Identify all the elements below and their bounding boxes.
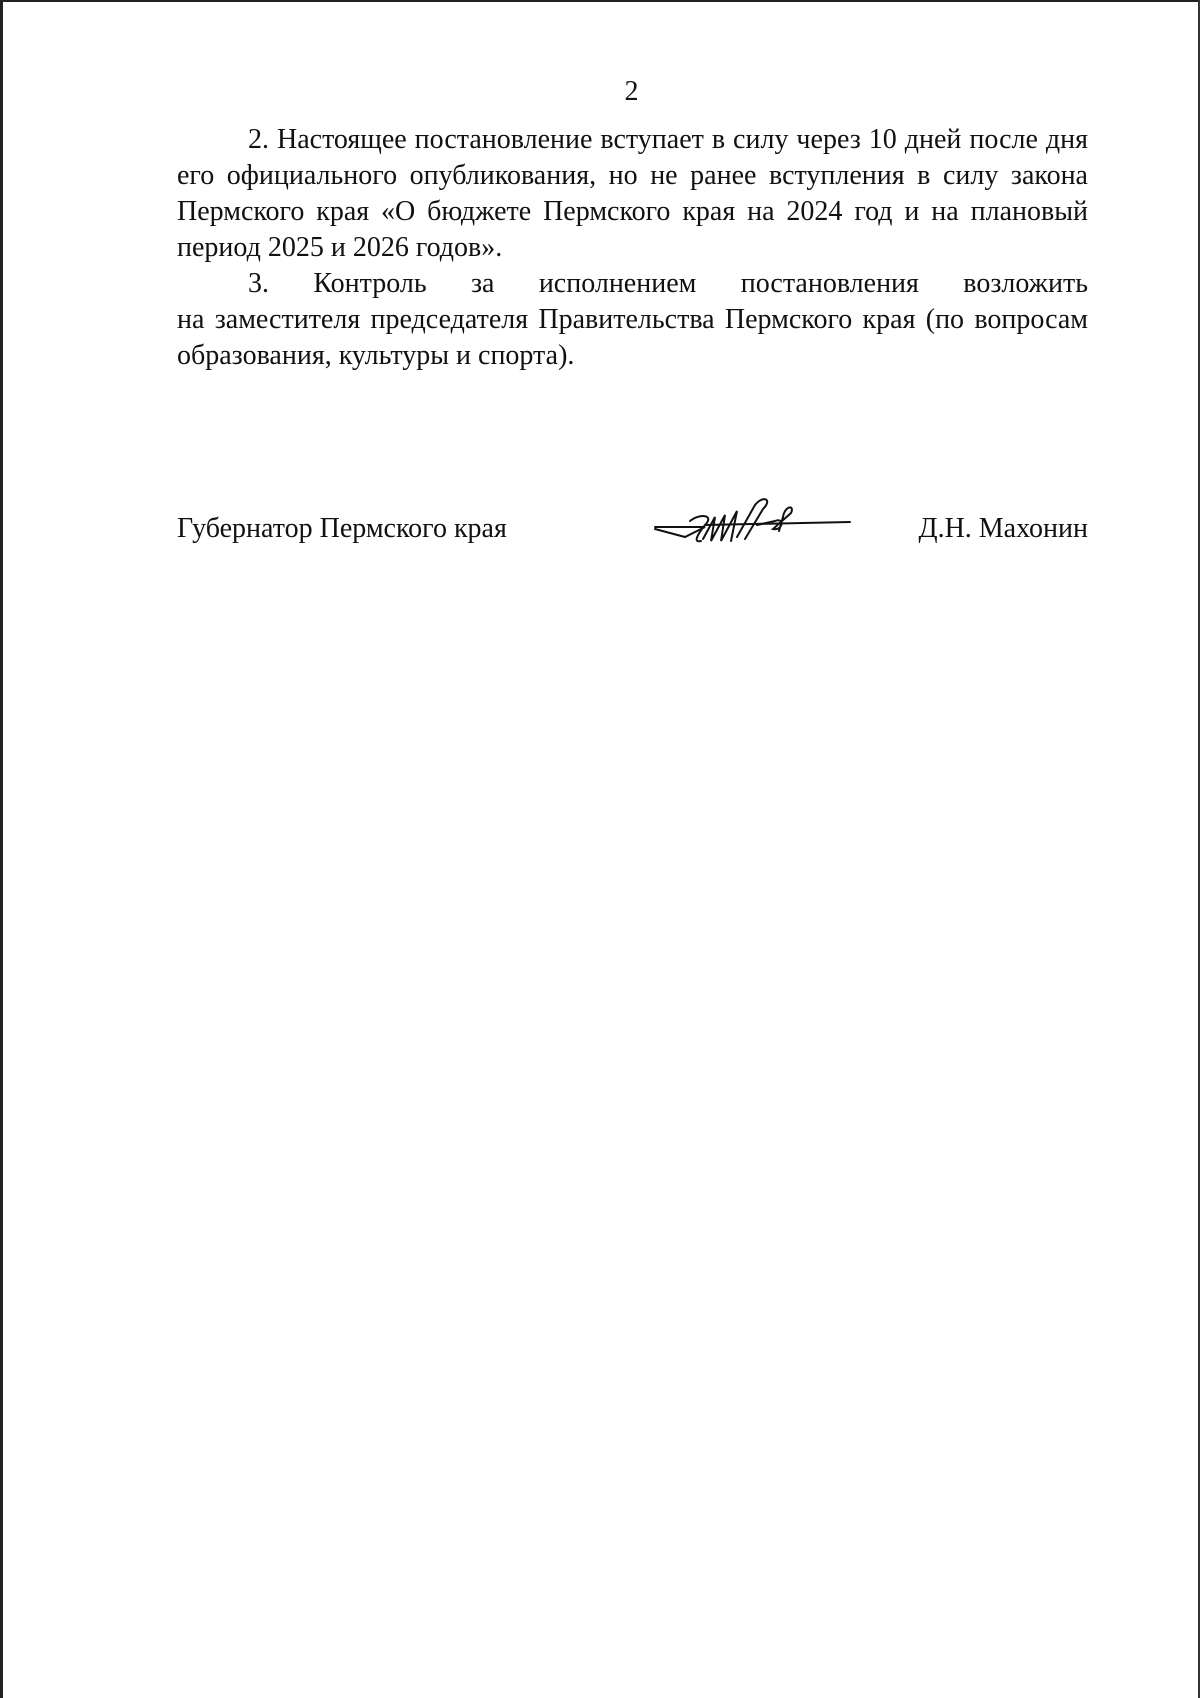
text-line: образования, культуры и спорта). — [177, 340, 575, 371]
page-number: 2 — [624, 76, 639, 107]
text-line: Пермского края «О бюджете Пермского края на 2024 год и на плановый — [177, 196, 1088, 227]
paragraph-2 — [177, 122, 1088, 266]
text-line: 2. Настоящее постановление вступает в силу через 10 дней после дня — [248, 124, 1088, 155]
text-line: период 2025 и 2026 годов». — [177, 232, 503, 263]
signatory-title: Губернатор Пермского края — [177, 513, 507, 544]
signatory-name: Д.Н. Махонин — [918, 513, 1088, 544]
text-line: на заместителя председателя Правительства Пермского края (по вопросам — [177, 304, 1088, 335]
document-body — [177, 122, 1088, 374]
scan-edge-left — [0, 0, 3, 1698]
handwritten-signature — [645, 491, 855, 561]
text-line: 3. Контроль за исполнением постановления возложить — [248, 268, 1088, 299]
text-line: его официального опубликования, но не ранее вступления в силу закона — [177, 160, 1088, 191]
scan-edge-top — [0, 0, 1200, 2]
paragraph-3 — [177, 266, 1088, 374]
